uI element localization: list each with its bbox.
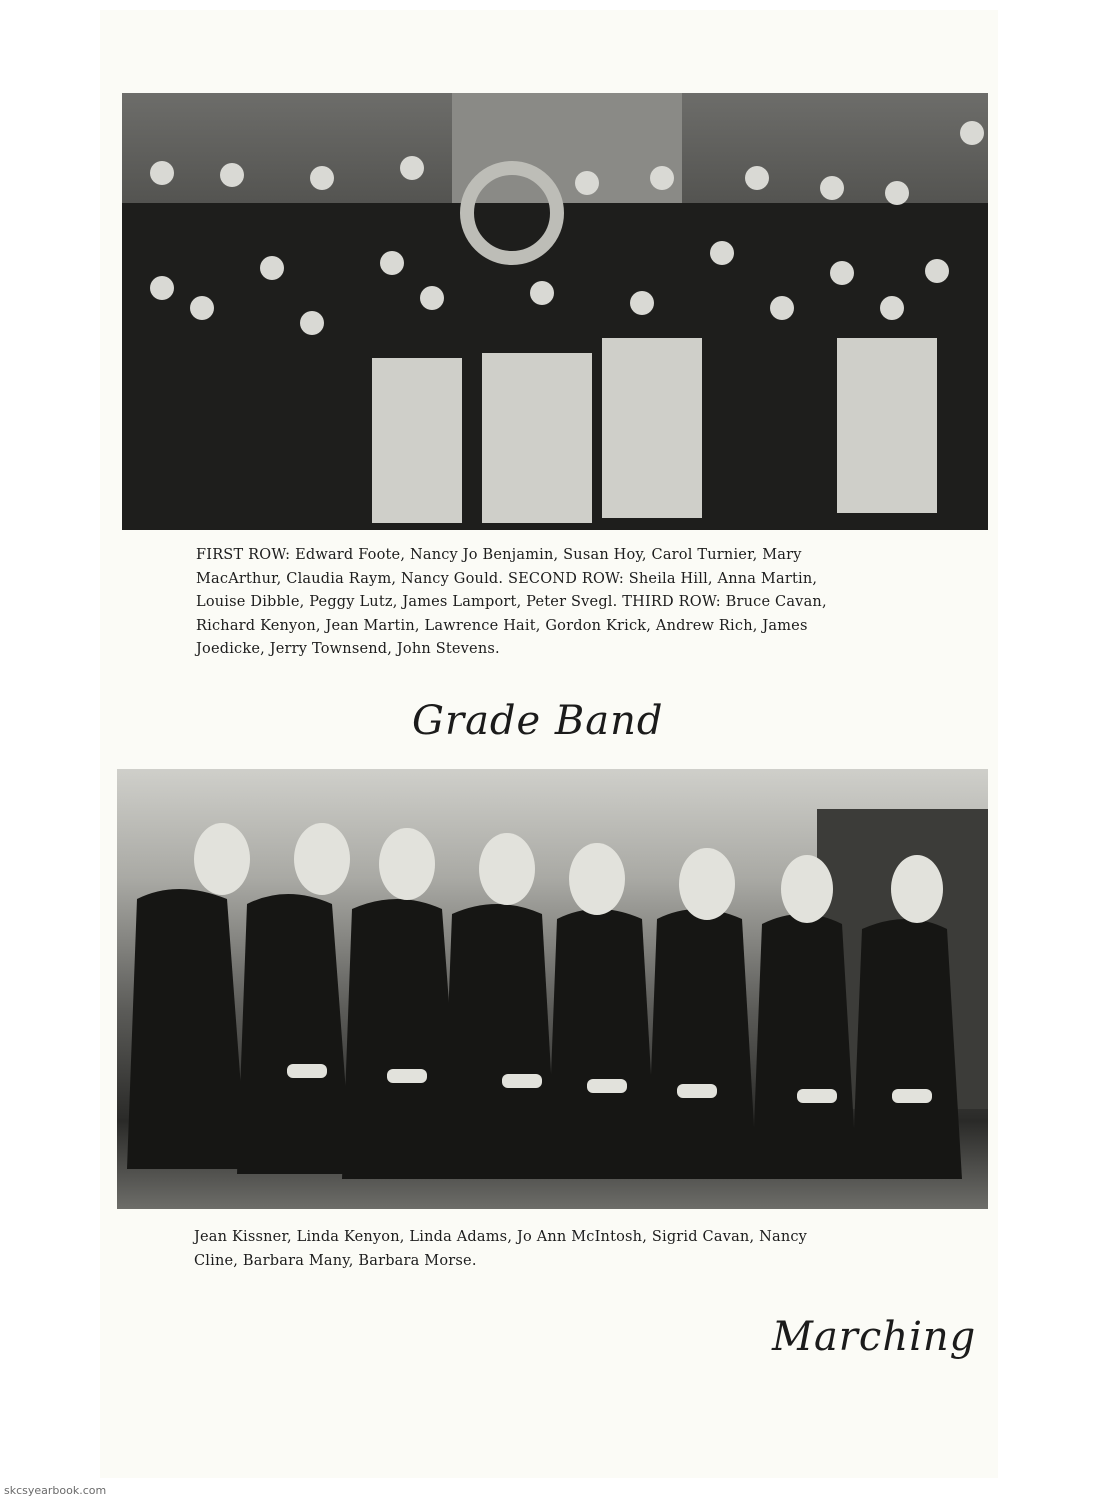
grade-band-caption-line: FIRST ROW: Edward Foote, Nancy Jo Benjamin, Susan Hoy, Carol Turnier, Mary bbox=[196, 547, 802, 563]
grade-band-caption-line: Joedicke, Jerry Townsend, John Stevens. bbox=[196, 641, 500, 657]
grade-band-caption-line: Richard Kenyon, Jean Martin, Lawrence Hait, Gordon Krick, Andrew Rich, James bbox=[196, 617, 808, 634]
grade-band-caption bbox=[196, 544, 921, 662]
marching-photo-art bbox=[117, 769, 988, 1209]
marching-heading: Marching bbox=[772, 1314, 977, 1360]
grade-band-photo bbox=[122, 93, 988, 530]
marching-caption-line: Cline, Barbara Many, Barbara Morse. bbox=[194, 1252, 477, 1269]
grade-band-photo-art bbox=[122, 93, 988, 530]
grade-band-heading: Grade Band bbox=[412, 698, 664, 744]
marching-caption-line: Jean Kissner, Linda Kenyon, Linda Adams, Jo Ann McIntosh, Sigrid Cavan, Nancy bbox=[194, 1229, 808, 1245]
marching-caption bbox=[194, 1226, 894, 1273]
marching-photo bbox=[117, 769, 988, 1209]
grade-band-caption-line: Louise Dibble, Peggy Lutz, James Lamport, Peter Svegl. THIRD ROW: Bruce Cavan, bbox=[196, 594, 827, 610]
site-watermark: skcsyearbook.com bbox=[4, 1484, 107, 1497]
grade-band-caption-line: MacArthur, Claudia Raym, Nancy Gould. SECOND ROW: Sheila Hill, Anna Martin, bbox=[196, 570, 818, 587]
